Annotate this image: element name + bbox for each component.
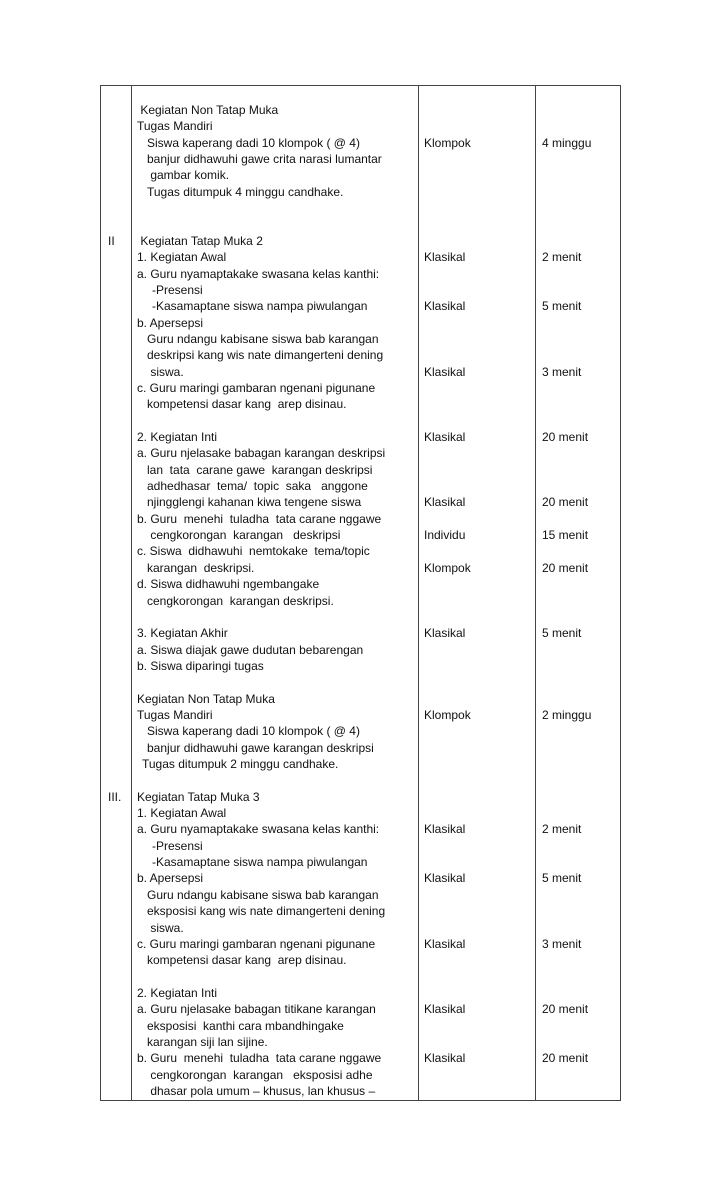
activity-line: adhedhasar tema/ topic saka anggone <box>147 479 368 494</box>
time-cell: 15 menit <box>542 528 589 543</box>
activity-line: Guru ndangu kabisane siswa bab karangan <box>147 887 379 902</box>
activity-line: Kegiatan Tatap Muka 2 <box>137 233 263 248</box>
method-cell: Klasikal <box>424 626 466 641</box>
lesson-plan-table <box>100 85 621 1101</box>
activity-line: gambar komik. <box>147 168 230 183</box>
activity-line: b. Guru menehi tuladha tata carane nggawe <box>137 1051 382 1066</box>
method-cell: Klasikal <box>424 822 466 837</box>
time-cell: 5 menit <box>542 871 582 886</box>
column-divider <box>535 86 536 1100</box>
time-cell: 3 menit <box>542 364 582 379</box>
activity-line: Guru ndangu kabisane siswa bab karangan <box>147 331 379 346</box>
activity-line: d. Siswa didhawuhi ngembangake <box>137 577 320 592</box>
activity-line: Tugas Mandiri <box>137 119 213 134</box>
activity-line: lan tata carane gawe karangan deskripsi <box>147 462 373 477</box>
time-cell: 2 minggu <box>542 707 592 722</box>
activity-line: b. Apersepsi <box>137 871 204 886</box>
row-number: III. <box>108 789 122 804</box>
activity-line: karangan deskripsi. <box>147 560 255 575</box>
time-cell: 5 menit <box>542 299 582 314</box>
activity-line: Kegiatan Tatap Muka 3 <box>137 789 260 804</box>
column-divider <box>131 86 132 1100</box>
method-cell: Individu <box>424 528 466 543</box>
activity-line: b. Guru menehi tuladha tata carane nggawe <box>137 511 382 526</box>
time-cell: 20 menit <box>542 560 589 575</box>
method-cell: Klasikal <box>424 1051 466 1066</box>
time-cell: 2 menit <box>542 250 582 265</box>
method-cell: Klasikal <box>424 364 466 379</box>
activity-line: njingglengi kahanan kiwa tengene siswa <box>147 495 362 510</box>
time-cell: 5 menit <box>542 626 582 641</box>
time-cell: 20 menit <box>542 430 589 444</box>
activity-line: -Presensi <box>152 282 203 297</box>
method-cell: Klompok <box>424 560 471 575</box>
activity-line: Kegiatan Non Tatap Muka <box>137 103 279 117</box>
activity-line: siswa. <box>147 364 184 379</box>
activity-line: Siswa kaperang dadi 10 klompok ( @ 4) <box>147 135 360 150</box>
activity-line: c. Guru maringi gambaran ngenani pigunane <box>137 380 376 395</box>
time-cell: 4 minggu <box>542 135 592 150</box>
activity-line: Tugas Mandiri <box>137 707 213 722</box>
method-cell: Klompok <box>424 707 471 722</box>
activity-line: a. Guru njelasake babagan titikane karangan <box>137 1002 376 1017</box>
method-cell: Klompok <box>424 135 471 150</box>
row-number: II <box>108 233 115 248</box>
method-cell: Klasikal <box>424 430 466 444</box>
activity-line: banjur didhawuhi gawe karangan deskripsi <box>147 740 374 755</box>
method-cell: Klasikal <box>424 299 466 314</box>
column-divider <box>418 86 419 1100</box>
activity-line: eksposisi kanthi cara mbandhingake <box>147 1018 344 1033</box>
activity-line: cengkorongan karangan deskripsi. <box>147 593 334 608</box>
activity-line: a. Guru njelasake babagan karangan deskripsi <box>137 446 386 461</box>
activity-line: c. Guru maringi gambaran ngenani pigunane <box>137 936 376 951</box>
activity-line: banjur didhawuhi gawe crita narasi lumantar <box>147 152 382 167</box>
activity-line: b. Siswa diparingi tugas <box>137 658 264 673</box>
method-cell: Klasikal <box>424 250 466 265</box>
time-cell: 3 menit <box>542 936 582 951</box>
method-cell: Klasikal <box>424 1002 466 1017</box>
activity-line: Kegiatan Non Tatap Muka <box>137 691 275 706</box>
activity-line: 2. Kegiatan Inti <box>137 985 218 1000</box>
activity-line: 2. Kegiatan Inti <box>137 430 218 444</box>
activity-line: b. Apersepsi <box>137 315 204 330</box>
method-cell: Klasikal <box>424 495 466 510</box>
activity-line: cengkorongan karangan deskripsi <box>147 528 341 543</box>
activity-line: Tugas ditumpuk 4 minggu candhake. <box>147 184 344 199</box>
activity-line: karangan siji lan sijine. <box>147 1034 268 1049</box>
activity-line: -Kasamaptane siswa nampa piwulangan <box>152 855 368 870</box>
activity-line: -Presensi <box>152 838 203 853</box>
method-cell: Klasikal <box>424 871 466 886</box>
activity-line: 1. Kegiatan Awal <box>137 806 227 821</box>
time-cell: 20 menit <box>542 495 589 510</box>
activity-line: dhasar pola umum – khusus, lan khusus – <box>147 1084 376 1098</box>
method-cell: Klasikal <box>424 936 466 951</box>
activity-line: kompetensi dasar kang arep disinau. <box>147 397 347 412</box>
time-cell: 2 menit <box>542 822 582 837</box>
activity-line: c. Siswa didhawuhi nemtokake tema/topic <box>137 544 370 559</box>
activity-line: cengkorongan karangan eksposisi adhe <box>147 1067 373 1082</box>
activity-line: -Kasamaptane siswa nampa piwulangan <box>152 299 368 314</box>
activity-line: eksposisi kang wis nate dimangerteni dening <box>147 904 386 919</box>
activity-line: 1. Kegiatan Awal <box>137 250 227 265</box>
activity-line: deskripsi kang wis nate dimangerteni dening <box>147 348 384 363</box>
activity-line: a. Guru nyamaptakake swasana kelas kanthi: <box>137 822 380 837</box>
time-cell: 20 menit <box>542 1051 589 1066</box>
activity-line: 3. Kegiatan Akhir <box>137 626 228 641</box>
activity-line: a. Siswa diajak gawe dudutan bebarengan <box>137 642 364 657</box>
activity-line: Tugas ditumpuk 2 minggu candhake. <box>142 757 339 771</box>
activity-line: Siswa kaperang dadi 10 klompok ( @ 4) <box>147 724 360 739</box>
activity-line: siswa. <box>147 920 184 935</box>
time-cell: 20 menit <box>542 1002 589 1017</box>
activity-line: a. Guru nyamaptakake swasana kelas kanthi: <box>137 266 380 281</box>
activity-line: kompetensi dasar kang arep disinau. <box>147 953 347 968</box>
